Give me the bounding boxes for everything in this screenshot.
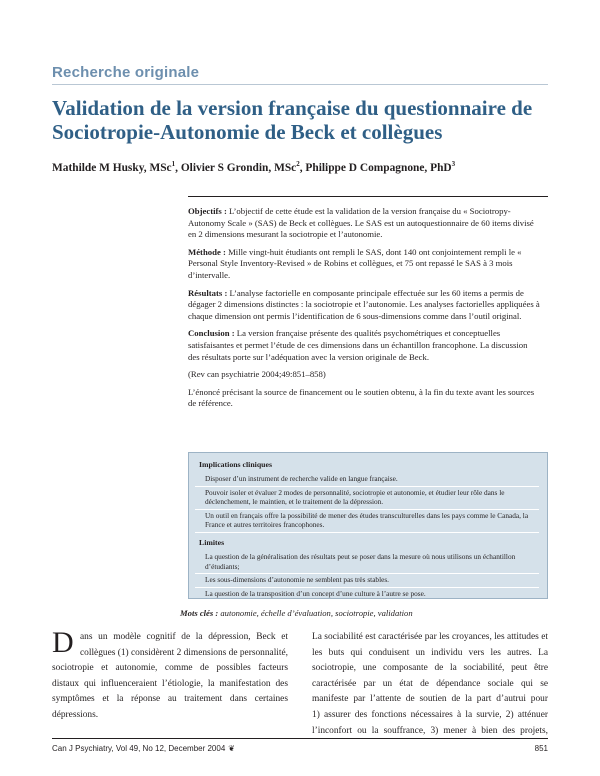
author-separator: ,	[175, 161, 181, 174]
abstract-text: L’objectif de cette étude est la validation de la version française du « Sociotropy- Autonomy Scale » (SAS) de Beck et collègues. Le SAS est un autoquestionnaire de 60 items divisé en 2 dimensions mesurant la sociotropie et l’autonomie.	[188, 206, 534, 240]
limites-title: Limites	[199, 538, 225, 547]
body-line: caractérisée par un état de dépendance sociale qui se	[312, 678, 548, 689]
body-line: les buts qui conduisent un individu vers les autres. La	[312, 647, 548, 658]
limite-item: La question de la généralisation des résultats peut se poser dans la mesure où nous utilisons un échantillon d’étudiants;	[195, 551, 539, 574]
limite-item: Les sous-dimensions d’autonomie ne semblent pas très stables.	[195, 574, 539, 588]
abstract-text: Mille vingt-huit étudiants ont rempli le SAS, dont 140 ont conjointement rempli le « Personal Style Inventory-Revised » de Robins et collègues, et 75 ont repassé le SAS à 3 mois d’intervalle.	[188, 246, 522, 280]
author-name: Mathilde M Husky, MSc	[52, 161, 172, 174]
implication-item: Disposer d’un instrument de recherche valide en langue française.	[195, 473, 539, 487]
author-affiliation: 3	[451, 160, 456, 168]
title-line: Validation de la version française du questionnaire de	[52, 96, 533, 120]
keywords-text: autonomie, échelle d’évaluation, sociotropie, validation	[218, 608, 413, 618]
abstract	[188, 206, 540, 416]
implications-title: Implications cliniques	[199, 460, 273, 469]
implications-list	[195, 473, 539, 533]
keywords	[180, 608, 560, 618]
abstract-methode	[188, 247, 540, 282]
abstract-rule	[188, 196, 548, 197]
limite-item: La question de la transposition d’un concept d’une culture à l’autre se pose.	[195, 588, 539, 602]
abstract-citation: (Rev can psychiatrie 2004;49:851–858)	[188, 369, 326, 380]
abstract-label: Conclusion :	[188, 328, 235, 339]
section-rule	[52, 84, 548, 85]
body-line: ans un modèle cognitif de la dépression, Beck et	[80, 632, 288, 642]
author-name: Olivier S Grondin, MSc	[180, 161, 297, 174]
body-line: sociotropie et autonomie, comme de possibles facteurs	[52, 663, 288, 674]
author-name: Philippe D Compagnone, PhD	[305, 161, 452, 174]
abstract-label: Objectifs :	[188, 206, 227, 216]
abstract-objectifs	[188, 206, 540, 241]
abstract-text: L’analyse factorielle en composante principale effectuée sur les 60 items a permis de dégager 2 dimensions distinctes : la sociotropie et l’autonomie. Les analyses factorielles appliquées à chaque dimension ont permis l’identification de 6 sous-dimensions comme dans l’outil original.	[188, 287, 540, 321]
abstract-conclusion	[188, 328, 540, 363]
body-column-left	[52, 626, 289, 724]
body-line: manifeste par l’attente de soutien de la part d’autrui pour	[312, 694, 548, 705]
body-column-right	[312, 630, 548, 739]
page-number: 851	[534, 744, 548, 753]
footer-journal	[52, 744, 235, 753]
implication-item: Un outil en français offre la possibilité de mener des études transculturelles dans les pays comme le Canada, la France et autres territoires francophones.	[195, 510, 539, 533]
body-line: distaux qui influenceraient l’étiologie, la manifestation des	[52, 678, 288, 689]
body-line: sociotropie, une composante de la sociabilité, peut être	[312, 663, 548, 674]
section-label: Recherche originale	[52, 64, 200, 81]
title-line: Sociotropie-Autonomie de Beck et collègues	[52, 120, 443, 144]
abstract-text: La version française présente des qualités psychométriques et conceptuelles satisfaisantes et permet l’étude de ces dimensions dans un échantillon francophone. La discussion des résultats porte sur l’adéquation avec la version originale de Beck.	[188, 328, 528, 362]
author-separator: ,	[299, 161, 306, 174]
dropcap: D	[52, 626, 74, 659]
author-affiliation: 2	[296, 160, 300, 168]
author-affiliation: 1	[171, 160, 176, 168]
abstract-label: Méthode :	[188, 246, 226, 257]
funding-note: L’énoncé précisant la source de financement ou le soutien obtenu, à la fin du texte avant les sources de référence.	[188, 386, 535, 409]
author-list	[52, 160, 552, 174]
abstract-resultats	[188, 288, 540, 323]
body-line: dépressions.	[52, 709, 99, 720]
body-line: symptômes et la réponse au traitement dans certaines	[52, 694, 288, 705]
leaf-icon: ❦	[228, 744, 235, 753]
article-title	[52, 96, 552, 144]
abstract-label: Résultats :	[188, 287, 228, 298]
body-line: collègues (1) considèrent 2 dimensions de personnalité,	[80, 647, 289, 658]
body-line: La sociabilité est caractérisée par les croyances, les attitudes et	[312, 632, 548, 642]
footer-rule	[52, 738, 548, 739]
keywords-label: Mots clés :	[180, 608, 219, 618]
implications-box	[188, 452, 548, 599]
body-line: 1) assurer des fonctions nécessaires à la survie, 2) atténuer	[312, 709, 548, 720]
limites-list	[195, 551, 539, 601]
implication-item: Pouvoir isoler et évaluer 2 modes de personnalité, sociotropie et autonomie, et étudier leur rôle dans le déclenchement, le maintien, et le traitement de la dépression.	[195, 487, 539, 510]
journal-citation: Can J Psychiatry, Vol 49, No 12, December 2004	[52, 744, 226, 753]
body-line: l’inconfort ou la souffrance, 3) mener à bien des projets,	[312, 725, 548, 736]
